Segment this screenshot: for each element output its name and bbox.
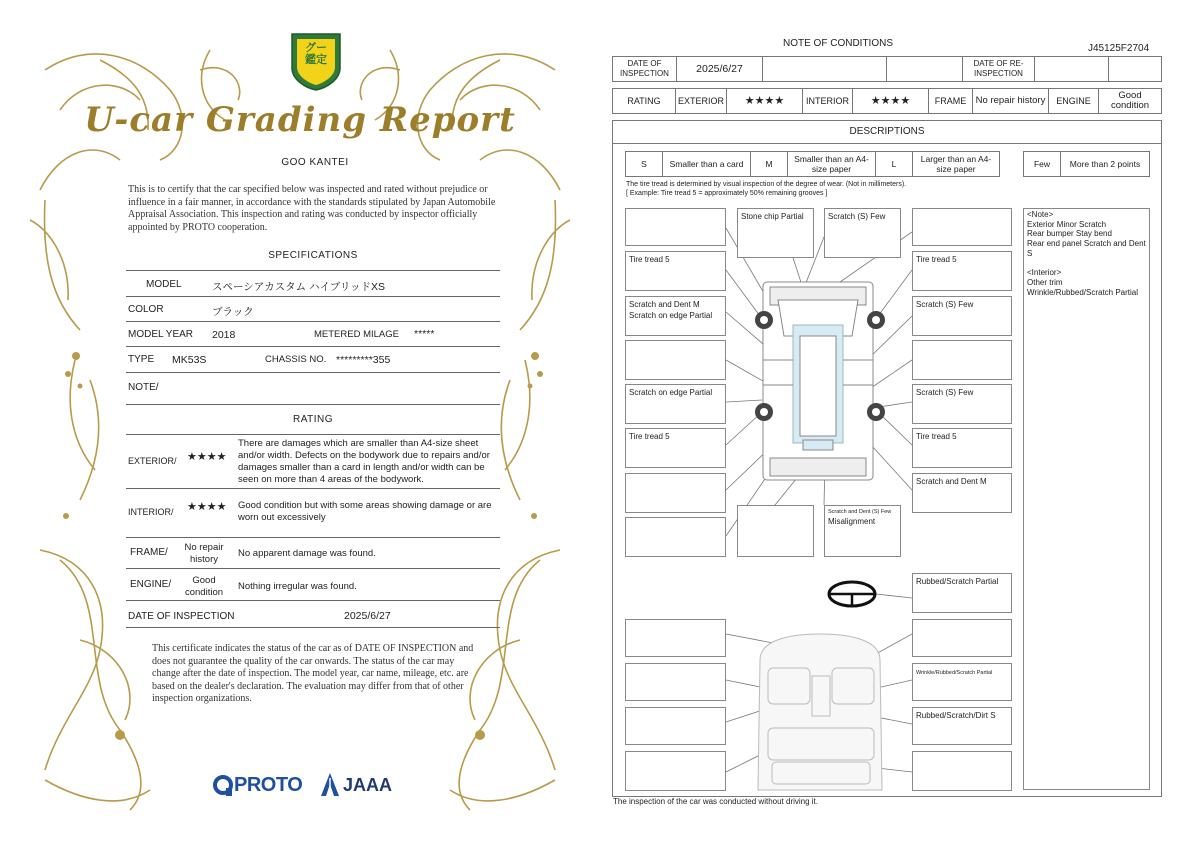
callout-text: Rubbed/Scratch/Dirt S [916, 711, 996, 720]
note-label: NOTE/ [128, 382, 159, 393]
callout-text: Tire tread 5 [916, 255, 957, 264]
legend-l-code: L [876, 152, 913, 177]
callout-box [625, 340, 726, 380]
callout-box [912, 573, 1012, 613]
divider [126, 321, 500, 322]
note-line: Rear end panel Scratch and Dent S [1027, 239, 1146, 258]
proto-logo [212, 770, 302, 800]
certificate-subtitle: GOO KANTEI [281, 157, 349, 168]
callout-text: Scratch and Dent M [629, 300, 700, 309]
callout-box [912, 619, 1012, 657]
jaaa-mark-icon [320, 772, 340, 798]
specifications-heading: SPECIFICATIONS [268, 250, 358, 261]
callout-text: Scratch (S) Few [828, 212, 886, 221]
callout-box [912, 251, 1012, 291]
note-spacer [1027, 259, 1146, 269]
chassis-value: *********355 [336, 354, 391, 366]
divider [126, 488, 500, 489]
interior-label: INTERIOR/ [128, 507, 174, 517]
legend-few-text: More than 2 points [1061, 152, 1150, 177]
callout-text: Tire tread 5 [916, 432, 957, 441]
date-of-inspection-label: DATE OF INSPECTION [613, 57, 677, 82]
date-of-inspection-value: 2025/6/27 [344, 610, 391, 622]
divider [126, 372, 500, 373]
exterior-stars: ★★★★ [727, 89, 803, 114]
date-of-reinspection-label: DATE OF RE-INSPECTION [963, 57, 1035, 82]
callout-box [737, 505, 814, 557]
frame-value: No repair history [973, 89, 1049, 114]
frame-text: No apparent damage was found. [238, 548, 376, 559]
callout-box [625, 473, 726, 513]
callout-text: Tire tread 5 [629, 255, 670, 264]
divider [126, 270, 500, 271]
callout-box [912, 428, 1012, 468]
model-label: MODEL [146, 279, 182, 290]
divider [126, 600, 500, 601]
callout-box [824, 208, 901, 258]
callout-text: Scratch (S) Few [916, 388, 974, 397]
callout-box [625, 517, 726, 557]
divider [126, 568, 500, 569]
chassis-label: CHASSIS NO. [265, 354, 327, 365]
callout-box [912, 208, 1012, 246]
proto-mark-icon [212, 773, 234, 797]
model-value: スペーシアカスタム ハイブリッドXS [212, 281, 385, 293]
sheet-footer: The inspection of the car was conducted without driving it. [613, 797, 818, 806]
model-year-label: MODEL YEAR [128, 329, 194, 340]
note-line: Rear bumper Stay bend [1027, 229, 1112, 239]
callout-box [625, 208, 726, 246]
callout-box [625, 707, 726, 745]
callout-box [912, 663, 1012, 701]
descriptions-heading: DESCRIPTIONS [612, 120, 1162, 144]
callout-box [625, 619, 726, 657]
callout-text: Scratch on edge Partial [629, 388, 713, 397]
callout-box [912, 340, 1012, 380]
callout-text: Scratch (S) Few [916, 300, 974, 309]
color-value: ブラック [212, 306, 254, 318]
note-line: <Interior> [1027, 268, 1062, 278]
exterior-stars: ★★★★ [187, 451, 227, 463]
legend-m-text: Smaller than an A4-size paper [788, 152, 876, 177]
goo-kantei-badge [288, 30, 344, 92]
badge-text: グー 鑑定 [305, 42, 327, 66]
callout-text: Wrinkle/Rubbed/Scratch Partial [916, 670, 993, 676]
divider [126, 346, 500, 347]
certificate-title: U-car Grading Report [84, 100, 516, 140]
tire-note: The tire tread is determined by visual inspection of the degree of wear. (Not in millimeters). [626, 181, 907, 188]
legend-few-code: Few [1024, 152, 1061, 177]
certificate-intro: This is to certify that the car specified below was inspected and rated without prejudice or influence in a fair manner, in accordance with the standards stipulated by Japan Automobile Appraisal Association. This inspection and rating was conducted by inspector officially appointed by PROTO cooperation. [128, 184, 496, 233]
type-value: MK53S [172, 354, 207, 366]
divider [126, 404, 500, 405]
note-line: Other trim [1027, 277, 1063, 287]
rating-label: RATING [613, 89, 676, 114]
callout-box [737, 208, 814, 258]
note-panel [1023, 208, 1150, 790]
legend-s-code: S [626, 152, 663, 177]
note-of-conditions-sheet [600, 0, 1200, 848]
callout-box [625, 296, 726, 336]
reference-number: J45125F2704 [1088, 43, 1150, 54]
note-line: Wrinkle/Rubbed/Scratch Partial [1027, 287, 1139, 297]
callout-text: Stone chip Partial [741, 212, 804, 221]
callout-box [912, 296, 1012, 336]
engine-label: ENGINE/ [130, 579, 172, 590]
engine-value: Good condition [184, 575, 224, 598]
interior-stars: ★★★★ [187, 501, 227, 513]
frame-value: No repair history [184, 542, 224, 565]
exterior-text: There are damages which are smaller than A4-size sheet and/or width. Defects on the bodywork due to repairs and/or damages smaller than a card in length and/or width can be seen on more than 4 areas of the bodywork. [238, 438, 490, 485]
exterior-label: EXTERIOR/ [128, 456, 177, 466]
proto-logo-text: PROTO [234, 773, 303, 796]
engine-text: Nothing irregular was found. [238, 581, 357, 592]
callout-text: Scratch and Dent M [916, 477, 987, 486]
metered-milage-label: METERED MILAGE [314, 329, 399, 340]
type-label: TYPE [128, 354, 155, 365]
callout-text: Rubbed/Scratch Partial [916, 577, 999, 586]
exterior-label: EXTERIOR [676, 89, 727, 114]
sheet-title: NOTE OF CONDITIONS [783, 38, 893, 49]
callout-text: Scratch on edge Partial [629, 311, 713, 320]
tire-note-example: [ Example: Tire tread 5 = approximately 50% remaining grooves ] [626, 190, 828, 197]
interior-stars: ★★★★ [853, 89, 929, 114]
callout-box [912, 707, 1012, 745]
divider [126, 537, 500, 538]
jaaa-logo [320, 770, 392, 800]
legend-m-code: M [751, 152, 788, 177]
callout-box [625, 251, 726, 291]
date-of-inspection-value: 2025/6/27 [677, 57, 763, 82]
callout-box [912, 751, 1012, 791]
callout-box [625, 751, 726, 791]
callout-text: Scratch and Dent (S) Few [828, 509, 892, 515]
frame-label: FRAME/ [130, 547, 168, 558]
rating-heading: RATING [292, 414, 334, 425]
callout-box [824, 505, 901, 557]
callout-box [912, 473, 1012, 513]
model-year-value: 2018 [212, 329, 236, 341]
legend-l-text: Larger than an A4-size paper [913, 152, 1000, 177]
engine-label: ENGINE [1049, 89, 1099, 114]
legend-s-text: Smaller than a card [663, 152, 751, 177]
divider [126, 434, 500, 435]
engine-value: Good condition [1099, 89, 1162, 114]
callout-box [912, 384, 1012, 424]
color-label: COLOR [128, 304, 164, 315]
divider [126, 296, 500, 297]
note-heading: <Note> [1027, 210, 1054, 219]
callout-box [625, 428, 726, 468]
callout-box [625, 663, 726, 701]
date-of-inspection-label: DATE OF INSPECTION [128, 611, 235, 622]
jaaa-logo-text: JAAA [343, 774, 393, 795]
metered-milage-value: ***** [414, 328, 435, 340]
divider [126, 627, 500, 628]
interior-label: INTERIOR [803, 89, 853, 114]
callout-box [625, 384, 726, 424]
interior-text: Good condition but with some areas showing damage or are worn out excessively [238, 500, 492, 523]
callout-text: Tire tread 5 [629, 432, 670, 441]
callout-text: Misalignment [828, 517, 876, 526]
note-line: Exterior Minor Scratch [1027, 219, 1107, 229]
certificate-notice: This certificate indicates the status of the car as of DATE OF INSPECTION and does not guarantee the quality of the car onwards. The status of the car may change after the date of inspection. The model year, car name, mileage, etc. are based on the dealer's declaration. The evaluation may differ from that of other inspection organizations. [152, 643, 474, 704]
frame-label: FRAME [929, 89, 973, 114]
